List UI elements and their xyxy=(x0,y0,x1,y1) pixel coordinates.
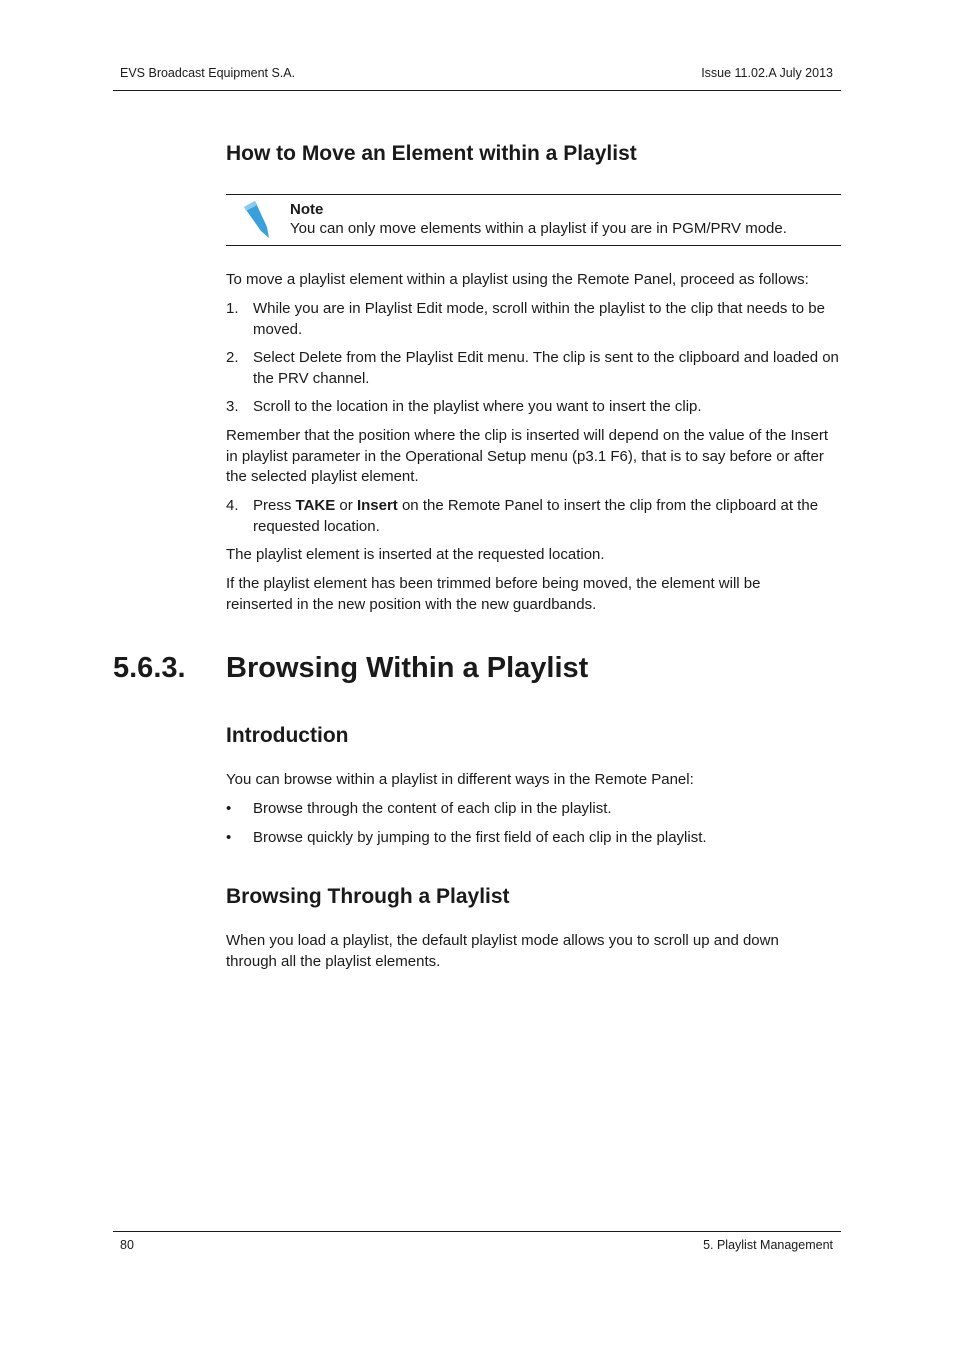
move-heading: How to Move an Element within a Playlist xyxy=(226,142,637,165)
step-2-text: Select Delete from the Playlist Edit menu. The clip is sent to the clipboard and loaded on the PRV channel. xyxy=(253,349,839,387)
footer-rule xyxy=(113,1231,841,1232)
inserted-paragraph: The playlist element is inserted at the requested location. xyxy=(226,546,605,563)
introduction-text: You can browse within a playlist in different ways in the Remote Panel: xyxy=(226,771,694,788)
note-title: Note xyxy=(290,201,324,218)
step-4-text: Press TAKE or Insert on the Remote Panel to insert the clip from the clipboard at the requested location. xyxy=(253,497,819,535)
step-1-number: 1. xyxy=(226,300,239,317)
note-bottom-rule xyxy=(226,245,841,246)
section-number: 5.6.3. xyxy=(113,652,186,684)
header-company: EVS Broadcast Equipment S.A. xyxy=(120,66,296,80)
browsing-through-text: When you load a playlist, the default playlist mode allows you to scroll up and down through all the playlist elements. xyxy=(226,932,779,970)
browsing-through-heading: Browsing Through a Playlist xyxy=(226,885,510,908)
pen-icon xyxy=(242,200,274,240)
take-keyword: TAKE xyxy=(295,497,336,514)
step-3-number: 3. xyxy=(226,398,239,415)
note-text: You can only move elements within a playlist if you are in PGM/PRV mode. xyxy=(290,220,787,237)
move-intro: To move a playlist element within a playlist using the Remote Panel, proceed as follows: xyxy=(226,271,809,288)
section-title: Browsing Within a Playlist xyxy=(226,652,589,684)
header-rule xyxy=(113,90,841,91)
trimmed-paragraph: If the playlist element has been trimmed before being moved, the element will be reinserted in the new position with the new guardbands. xyxy=(226,575,761,613)
step-3-text: Scroll to the location in the playlist where you want to insert the clip. xyxy=(253,398,702,415)
footer-chapter: 5. Playlist Management xyxy=(703,1238,833,1252)
bullet-1-marker: • xyxy=(226,800,232,817)
introduction-heading: Introduction xyxy=(226,724,349,747)
bullet-2-marker: • xyxy=(226,829,232,846)
step-1-text: While you are in Playlist Edit mode, scroll within the playlist to the clip that needs to be moved. xyxy=(253,300,825,338)
page-number: 80 xyxy=(120,1238,134,1252)
note-top-rule xyxy=(226,194,841,195)
insert-keyword: Insert xyxy=(356,497,398,514)
bullet-2-text: Browse quickly by jumping to the first field of each clip in the playlist. xyxy=(253,829,707,846)
header-issue: Issue 11.02.A July 2013 xyxy=(701,66,833,80)
step-2-number: 2. xyxy=(226,349,239,366)
step-4-number: 4. xyxy=(226,497,239,514)
bullet-1-text: Browse through the content of each clip in the playlist. xyxy=(253,800,612,817)
remember-paragraph: Remember that the position where the clip is inserted will depend on the value of the Insert in playlist parameter in the Operational Setup menu (p3.1 F6), that is to say before or after the selected playlist element. xyxy=(226,427,829,485)
